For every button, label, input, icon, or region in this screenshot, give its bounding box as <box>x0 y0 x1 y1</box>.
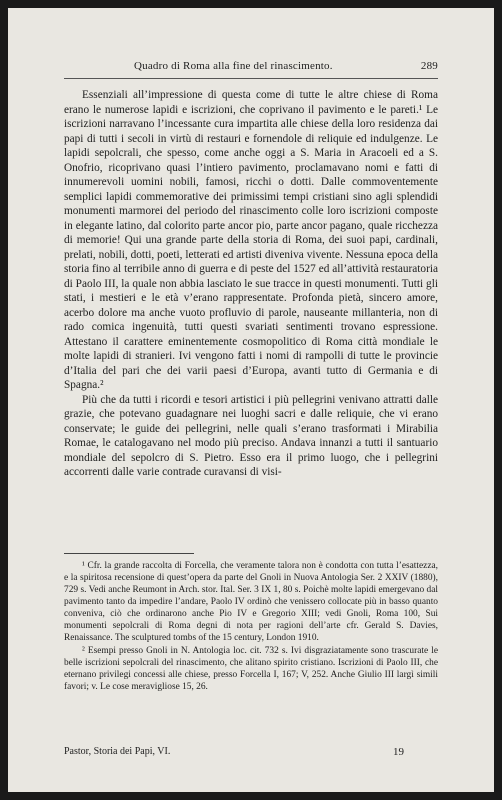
footnote-rule <box>64 553 194 554</box>
book-page <box>8 8 494 792</box>
paragraph-1: Essenziali all’impressione di questa come di tutte le altre chiese di Roma erano le numerose lapidi e iscrizioni, che coprivano il pavimento e le pareti.¹ Le iscrizioni narravano l’incessante cura impartita alle chiese della loro residenza dai papi di tutti i secoli in virtù di restauri e fornendole di reliquie ed indulgenze. Le lapidi sepolcrali, che spesso, come anche oggi a S. Maria in Aracoeli ed a S. Onofrio, ricoprivano quasi l’intiero pavimento, proclamavano nomi e fatti di innumerevoli uomini nobili, famosi, ricchi o dotti. Dalle commoventemente semplici lapidi commemorative dei primissimi tempi cristiani sino agli splendidi monumenti marmorei del periodo del rinascimento colle loro iscrizioni composte in elegante latino, dal colorito parte ancor pio, parte ancor pagano, quale ricchezza di memorie! Qui una grande parte della storia di Roma, dei suoi papi, cardinali, prelati, nobili, dotti, poeti, letterati ed artisti diveniva vivente. Nessuna epoca della storia fino al terribile anno di guerra e di peste del 1527 ed all’attività restauratoria di Paolo III, la quale non abbia lasciato le sue tracce in questi monumenti. Tutti gli stati, i mestieri e le età v’erano rappresentate. Profonda pietà, sincero amore, acerbo dolore ma anche vuoto profluvio di parole, nauseante millanteria, non di rado comica ingenuità, tutti questi svariati sentimenti trovano espressione. Attestano il carattere eminentemente cosmopolitico di Roma città mondiale le molte lapidi di stranieri. Ivi vengono fatti i nomi di rampolli di tutte le provincie d’Italia del pari che dei varii paesi d’Europa, avanti tutto di Germania e di Spagna.² <box>64 89 438 391</box>
header-rule <box>64 78 438 79</box>
body-text <box>64 88 438 480</box>
footer-source: Pastor, Storia dei Papi, VI. <box>64 746 171 757</box>
footnote-2: ² Esempi presso Gnoli in N. Antologia loc. cit. 732 s. Ivi disgraziatamente sono trascurate le belle iscrizioni sepolcrali del rinascimento, che alitano spirito cristiano. Iscrizioni di Paolo III, che eternano privilegi concessi alle chiese, presso Forcella I, 167; V, 252. Anche Giulio III largì simili favori; v. Le cose meravigliose 15, 26. <box>64 646 438 692</box>
footnote-1: ¹ Cfr. la grande raccolta di Forcella, che veramente talora non è condotta con tutta l’esattezza, e la spiritosa recensione di quest’opera da parte del Gnoli in Nuova Antologia Ser. 2 XXIV (1880), 729 s. Vedi anche Reumont in Arch. stor. Ital. Ser. 3 IX 1, 80 s. Poichè molte lapidi emergevano dal pavimento tanto da impedire l’andare, Paolo IV ordinò che venissero collocate più in basso quanto conveniva, ciò che ordinarono anche Pio IV e Gregorio XIII; vedi Gnoli, Roma 100, Sui monumenti sepolcrali di Roma degni di nota per ragioni dell’arte cfr. Gerald S. Davies, Renaissance. The sculptured tombs of the 15 century, London 1910. <box>64 561 438 643</box>
signature-footer <box>64 746 438 758</box>
page-number: 289 <box>420 60 438 72</box>
signature-number: 19 <box>393 746 404 758</box>
running-header <box>64 60 438 72</box>
paragraph-2: Più che da tutti i ricordi e tesori artistici i più pellegrini venivano attratti dalle grazie, che potevano guadagnare nei luoghi sacri e dalle reliquie, che vi erano conservate; le guide dei pellegrini, nelle quali s’erano trasformati i Mirabilia Romae, le catalogavano nel modo più preciso. Andava innanzi a tutti il santuario mondiale del sepolcro di S. Pietro. Esso era il primo luogo, che i pellegrini accorrenti dalle varie contrade curavansi di visi- <box>64 393 438 478</box>
footnotes <box>64 560 438 694</box>
running-title: Quadro di Roma alla fine del rinascimento. <box>134 60 333 72</box>
